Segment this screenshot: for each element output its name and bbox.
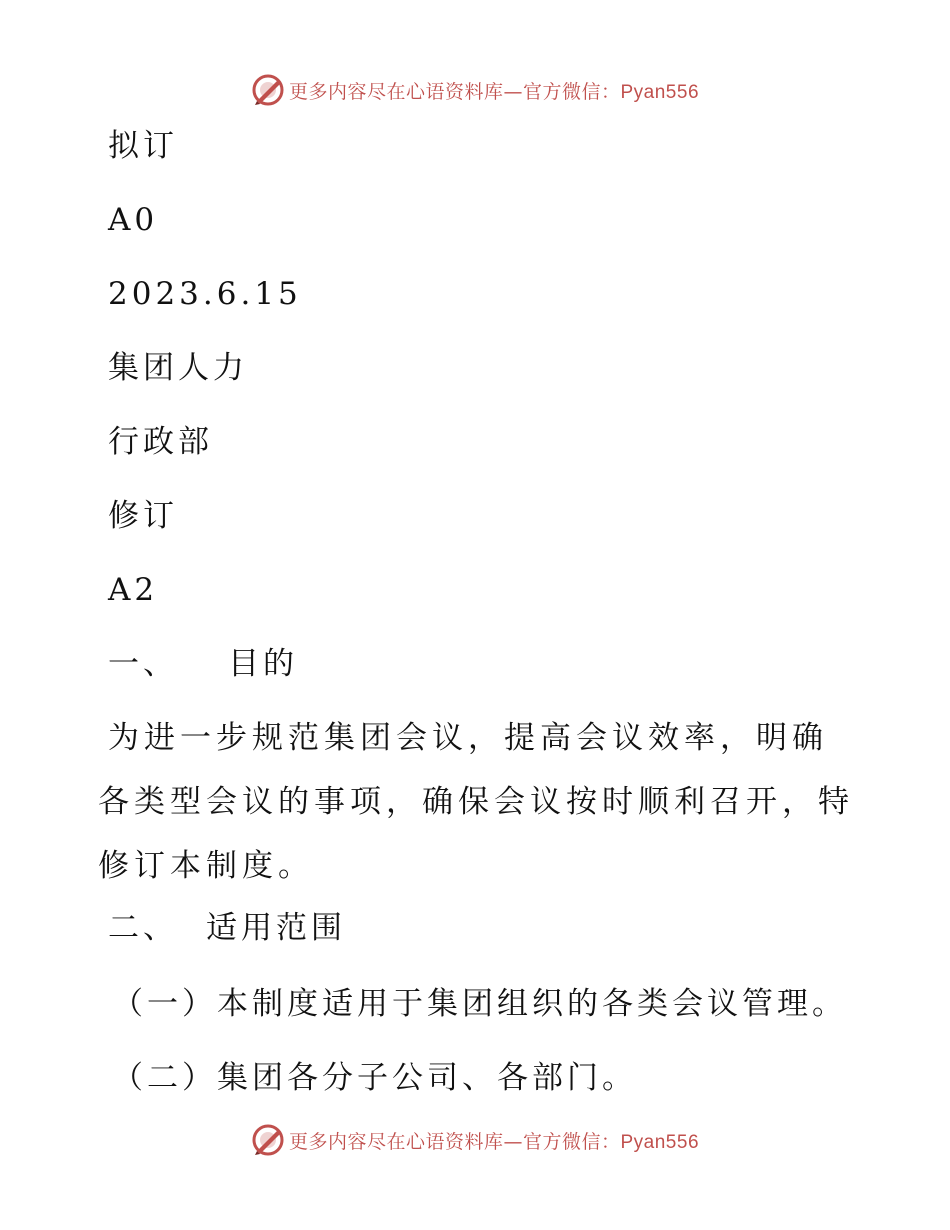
section-2-title: 适用范围	[206, 910, 346, 946]
section-2-item-1: （一）本制度适用于集团组织的各类会议管理。	[112, 986, 847, 1022]
doc-line-version-a2: A2	[108, 572, 159, 608]
doc-line-date: 2023.6.15	[108, 276, 302, 312]
doc-line-drafted: 拟订	[108, 128, 178, 164]
section-1-body-text: 为进一步规范集团会议，提高会议效率，明确各类型会议的事项，确保会议按时顺利召开，特修订本制度。	[98, 720, 854, 884]
banner-wechat-id: Pyan556	[620, 81, 700, 103]
section-1-number: 一、	[108, 646, 178, 682]
banner-text: 更多内容尽在心语资料库—官方微信：	[288, 1130, 621, 1153]
doc-line-dept-2: 行政部	[108, 424, 213, 460]
section-2-heading	[108, 908, 346, 948]
doc-line-version-a0: A0	[108, 202, 159, 238]
footer-watermark-banner	[0, 1120, 950, 1160]
header-watermark-banner	[0, 70, 950, 110]
banner-wechat-id: Pyan556	[620, 1131, 700, 1153]
doc-line-revised: 修订	[108, 498, 178, 534]
banner-text: 更多内容尽在心语资料库—官方微信：	[288, 80, 621, 103]
pen-logo-icon	[251, 73, 285, 107]
section-2-item-2: （二）集团各分子公司、各部门。	[112, 1060, 637, 1096]
section-1-title: 目的	[228, 646, 298, 682]
section-2-number: 二、	[108, 910, 178, 946]
section-1-heading	[108, 644, 298, 684]
section-1-body	[98, 706, 858, 898]
pen-logo-icon	[251, 1123, 285, 1157]
doc-line-dept-1: 集团人力	[108, 350, 248, 386]
